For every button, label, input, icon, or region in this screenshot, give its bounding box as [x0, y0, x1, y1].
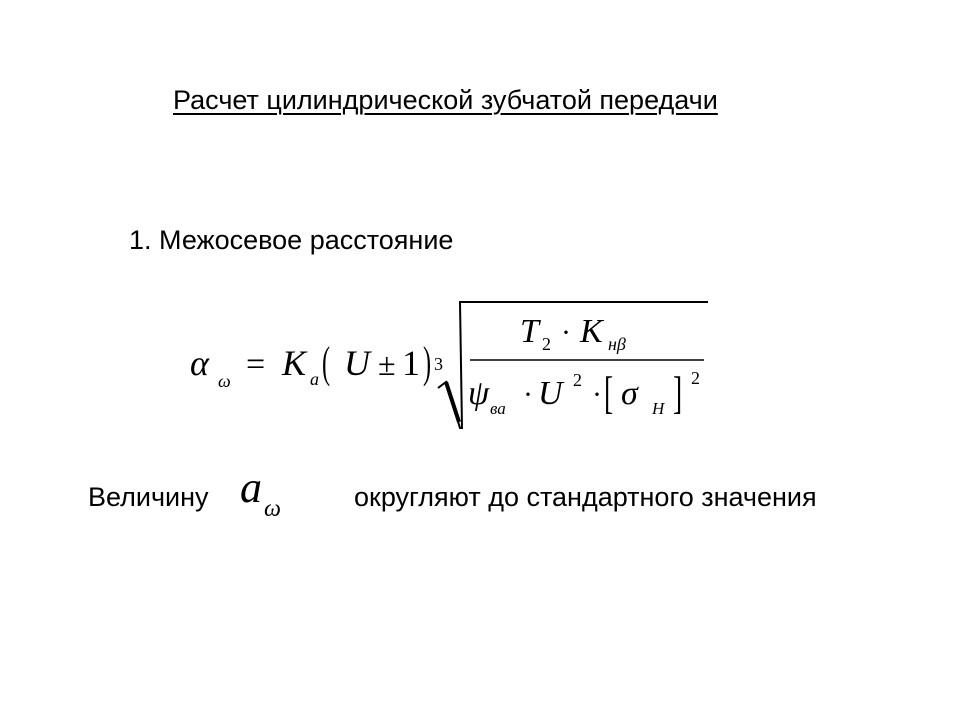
- formula-denominator-psi-subscript: ва: [490, 399, 506, 418]
- formula-bracket-open: [: [604, 367, 614, 419]
- formula-root-index: 3: [434, 354, 443, 374]
- center-distance-formula: [180, 292, 720, 432]
- formula-plus-minus: ±: [378, 346, 396, 382]
- formula-lhs-subscript: ω: [218, 371, 231, 391]
- formula-coef-subscript: a: [310, 369, 319, 389]
- slide-title: Расчет цилиндрической зубчатой передачи: [173, 85, 718, 115]
- formula-paren-close: ): [423, 337, 432, 387]
- formula-svg: [180, 292, 720, 432]
- rounding-note-suffix: округляют до стандартного значения: [354, 482, 817, 512]
- inline-aw-symbol: [236, 460, 326, 530]
- formula-bracket-power: 2: [691, 368, 700, 388]
- formula-bracket-close: ]: [673, 367, 683, 419]
- formula-denominator-dot-1: ·: [523, 378, 533, 411]
- section-heading: 1. Межосевое расстояние: [129, 225, 454, 255]
- formula-equals: =: [246, 346, 266, 383]
- formula-numerator-k-subscript: нβ: [608, 334, 626, 354]
- formula-numerator-dot: ·: [561, 316, 571, 349]
- inline-symbol-letter: a: [240, 463, 262, 512]
- inline-symbol-subscript: ω: [264, 496, 281, 522]
- formula-sigma-subscript: H: [652, 399, 665, 418]
- formula-denominator-dot-2: ·: [592, 378, 602, 411]
- formula-lhs-symbol: α: [190, 343, 209, 383]
- formula-numerator-t: T: [520, 313, 539, 350]
- formula-coef-symbol: K: [282, 343, 307, 383]
- formula-numerator-t-subscript: 2: [542, 334, 551, 354]
- formula-denominator-u: U: [538, 375, 563, 412]
- formula-denominator-psi: ψ: [468, 375, 490, 412]
- rounding-note-prefix: Величину: [88, 482, 209, 512]
- formula-one: 1: [402, 343, 420, 383]
- formula-paren-open: (: [322, 337, 331, 387]
- formula-numerator-k: K: [580, 313, 603, 350]
- formula-sigma: σ: [621, 375, 638, 412]
- formula-ratio-symbol: U: [344, 343, 370, 383]
- rounding-note: [0, 460, 960, 530]
- radical-thick-stroke: [446, 382, 459, 422]
- formula-denominator-u-power: 2: [573, 370, 582, 390]
